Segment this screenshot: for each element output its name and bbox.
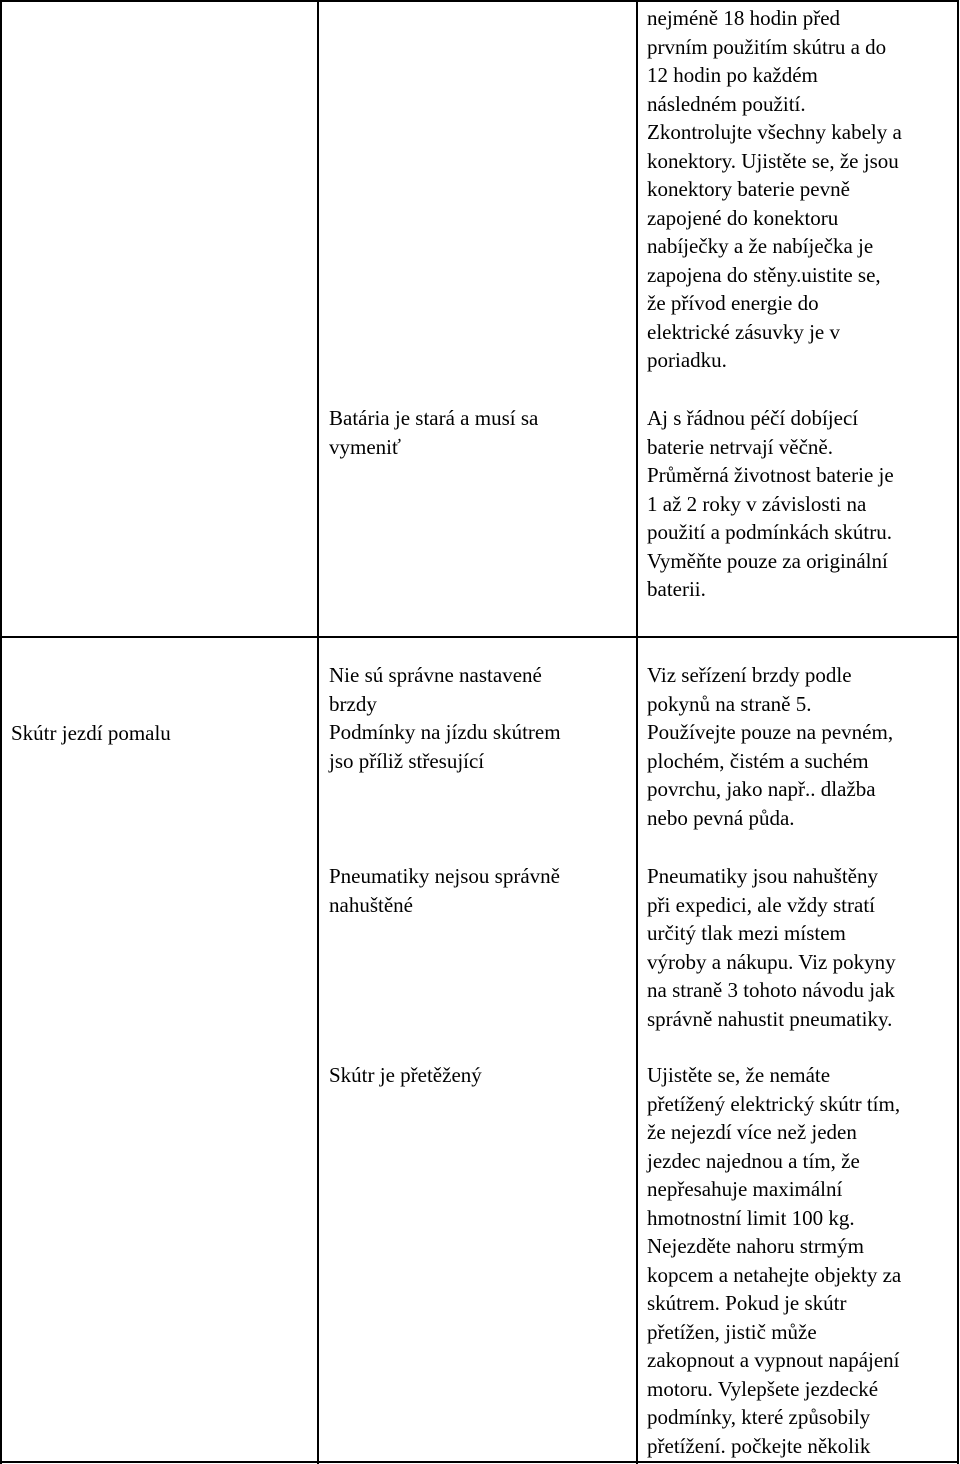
cause-line: Pneumatiky nejsou správně xyxy=(329,864,560,888)
solution-line: že přívod energie do xyxy=(647,291,819,315)
solution-line: následném použití. xyxy=(647,91,806,116)
solution-line: Nejezděte nahoru strmým xyxy=(647,1234,864,1258)
table-border-top xyxy=(0,0,959,2)
row2-solution-tires xyxy=(647,862,896,1033)
table-border-right xyxy=(957,0,959,1464)
solution-line: Pneumatiky jsou nahuštěny xyxy=(647,864,878,888)
solution-line: 1 až 2 roky v závislosti na xyxy=(647,491,867,516)
cause-line: brzdy xyxy=(329,691,377,716)
row2-solution-conditions xyxy=(647,718,893,832)
solution-line: Aj s řádnou péčí dobíjecí xyxy=(647,406,859,430)
solution-line: správně nahustit pneumatiky. xyxy=(647,1006,893,1031)
solution-line: baterii. xyxy=(647,577,706,601)
solution-line: Používejte pouze na pevném, xyxy=(647,720,894,744)
solution-line: hmotnostní limit 100 kg. xyxy=(647,1205,855,1230)
row2-cause-overload xyxy=(329,1061,482,1090)
row2-cause-tires xyxy=(329,862,560,919)
row2-cause-brakes xyxy=(329,661,542,718)
solution-line: prvním použitím skútru a do xyxy=(647,34,887,59)
solution-line: určitý tlak mezi místem xyxy=(647,921,846,945)
cause-line: Podmínky na jízdu skútrem xyxy=(329,720,561,744)
row-divider xyxy=(0,636,959,638)
solution-line: nebo pevná půda. xyxy=(647,805,795,830)
solution-line: plochém, čistém a suchém xyxy=(647,748,869,773)
solution-line: 12 hodin po každém xyxy=(647,63,818,87)
solution-line: poriadku. xyxy=(647,348,727,372)
solution-line: nepřesahuje maximální xyxy=(647,1177,843,1201)
solution-line: jezdec najednou a tím, že xyxy=(647,1148,860,1173)
row1-solution xyxy=(647,4,902,375)
column-divider-2 xyxy=(636,0,638,1464)
table-border-left xyxy=(0,0,2,1464)
solution-line: kopcem a netahejte objekty za xyxy=(647,1262,902,1287)
solution-line: Ujistěte se, že nemáte xyxy=(647,1063,831,1087)
solution-line: použití a podmínkách skútru. xyxy=(647,520,892,544)
row2-problem: Skútr jezdí pomalu xyxy=(11,721,171,745)
row2-cause-conditions xyxy=(329,718,561,775)
solution-line: konektory. Ujistěte se, že jsou xyxy=(647,148,899,173)
row1-cause-line: vymeniť xyxy=(329,434,401,459)
row1-solution-2 xyxy=(647,404,894,604)
solution-line: výroby a nákupu. Viz pokyny xyxy=(647,949,896,974)
cause-line: jso příliž střesující xyxy=(329,748,485,773)
row1-cause xyxy=(329,404,538,461)
solution-line: skútrem. Pokud je skútr xyxy=(647,1291,847,1315)
solution-line: elektrické zásuvky je v xyxy=(647,319,840,344)
solution-line: konektory baterie pevně xyxy=(647,177,850,201)
cause-line: nahuštěné xyxy=(329,892,413,917)
column-divider-1 xyxy=(317,0,319,1464)
solution-line: povrchu, jako např.. dlažba xyxy=(647,777,876,801)
solution-line: zapojené do konektoru xyxy=(647,205,839,230)
solution-line: podmínky, které způsobily xyxy=(647,1405,871,1429)
row2-solution-brakes xyxy=(647,661,852,718)
cause-line: Skútr je přetěžený xyxy=(329,1063,482,1087)
row2-solution-overload xyxy=(647,1061,901,1460)
row1-cause-line: Batária je stará a musí sa xyxy=(329,406,539,430)
solution-line: přetížený elektrický skútr tím, xyxy=(647,1091,901,1116)
solution-line: zakopnout a vypnout napájení xyxy=(647,1348,900,1372)
solution-line: Viz seřízení brzdy podle xyxy=(647,663,852,687)
cause-line: Nie sú správne nastavené xyxy=(329,663,542,687)
solution-line: Vyměňte pouze za originální xyxy=(647,548,888,573)
solution-line: pokynů na straně 5. xyxy=(647,691,812,716)
solution-line: baterie netrvají věčně. xyxy=(647,434,833,459)
table-border-bottom xyxy=(0,1461,959,1463)
solution-line: Zkontrolujte všechny kabely a xyxy=(647,120,902,144)
solution-line: nabíječky a že nabíječka je xyxy=(647,234,874,258)
solution-line: na straně 3 tohoto návodu jak xyxy=(647,978,895,1002)
solution-line: motoru. Vylepšete jezdecké xyxy=(647,1376,879,1401)
solution-line: Průměrná životnost baterie je xyxy=(647,463,894,487)
solution-line: nejméně 18 hodin před xyxy=(647,6,841,30)
solution-line: přetížen, jistič může xyxy=(647,1319,817,1344)
solution-line: při expedici, ale vždy stratí xyxy=(647,892,875,917)
solution-line: přetížení. počkejte několik xyxy=(647,1433,871,1458)
solution-line: že nejezdí více než jeden xyxy=(647,1120,857,1144)
solution-line: zapojena do stěny.uistite se, xyxy=(647,262,881,287)
